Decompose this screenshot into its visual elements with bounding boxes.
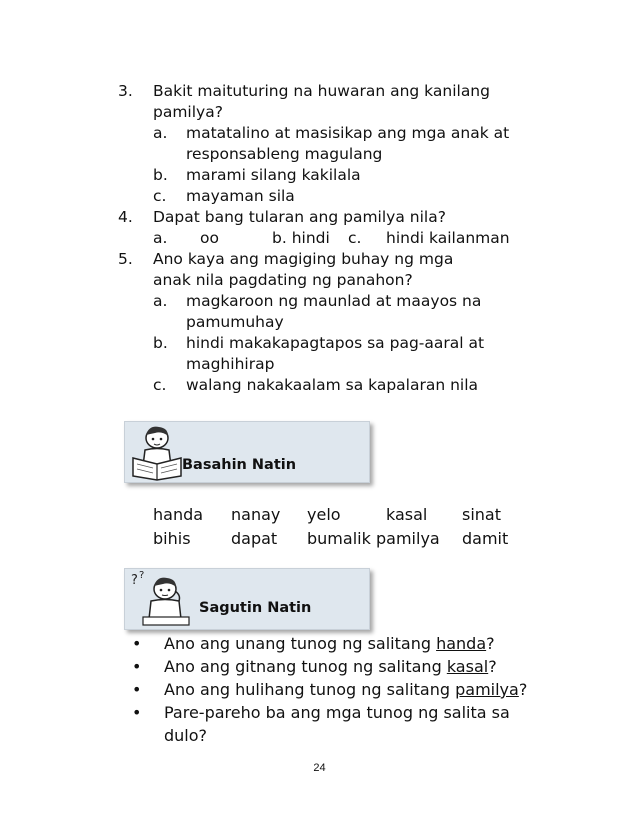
question-number: 5. bbox=[118, 250, 133, 268]
word-item: yelo bbox=[307, 505, 341, 524]
word-item: dapat bbox=[231, 529, 278, 548]
question-text: Bakit maituturing na huwaran ang kanilang bbox=[153, 82, 490, 100]
svg-text:?: ? bbox=[139, 570, 145, 581]
question-text: anak nila pagdating ng panahon? bbox=[153, 271, 413, 289]
option-label: a. bbox=[153, 124, 168, 142]
sagutin-natin-banner bbox=[124, 568, 370, 630]
word-item: handa bbox=[153, 505, 204, 524]
option-label: c. bbox=[348, 229, 362, 247]
bullet: • bbox=[132, 634, 142, 653]
option-text: b. hindi bbox=[272, 229, 330, 247]
basahin-natin-banner bbox=[124, 421, 370, 483]
word-item: pamilya bbox=[376, 529, 440, 548]
option-text: magkaroon ng maunlad at maayos na bbox=[186, 292, 482, 310]
word-item: bihis bbox=[153, 529, 191, 548]
word-item: bumalik bbox=[307, 529, 371, 548]
question-text: Ano kaya ang magiging buhay ng mga bbox=[153, 250, 454, 268]
bullet: • bbox=[132, 657, 142, 676]
option-text: matatalino at masisikap ang mga anak at bbox=[186, 124, 510, 142]
question-number: 3. bbox=[118, 82, 133, 100]
bullet: • bbox=[132, 680, 142, 699]
word-item: sinat bbox=[462, 505, 501, 524]
question-text: Dapat bang tularan ang pamilya nila? bbox=[153, 208, 446, 226]
boy-reading-icon bbox=[127, 422, 187, 482]
word-item: nanay bbox=[231, 505, 281, 524]
boy-thinking-icon bbox=[127, 569, 197, 629]
page-number: 24 bbox=[313, 762, 326, 774]
word-item: damit bbox=[462, 529, 509, 548]
option-text: walang nakakaalam sa kapalaran nila bbox=[186, 376, 479, 394]
option-text: marami silang kakilala bbox=[186, 166, 361, 184]
option-text: oo bbox=[200, 229, 219, 247]
svg-text:?: ? bbox=[131, 573, 138, 588]
question-text: pamilya? bbox=[153, 103, 223, 121]
option-label: b. bbox=[153, 166, 168, 184]
option-label: b. bbox=[153, 334, 168, 352]
option-text: hindi makakapagtapos sa pag-aaral at bbox=[186, 334, 485, 352]
section-title: Basahin Natin bbox=[182, 457, 297, 473]
option-label: a. bbox=[153, 292, 168, 310]
underlined-word: handa bbox=[436, 634, 487, 653]
bullet: • bbox=[132, 703, 142, 722]
option-label: c. bbox=[153, 376, 167, 394]
list-item-continuation: dulo? bbox=[164, 726, 208, 745]
option-text: maghihirap bbox=[186, 355, 275, 373]
underlined-word: pamilya bbox=[455, 680, 519, 699]
option-text: responsableng magulang bbox=[186, 145, 383, 163]
option-text: pamumuhay bbox=[186, 313, 284, 331]
option-text: hindi kailanman bbox=[386, 229, 510, 247]
option-label: c. bbox=[153, 187, 167, 205]
underlined-word: kasal bbox=[446, 657, 489, 676]
question-number: 4. bbox=[118, 208, 133, 226]
word-item: kasal bbox=[386, 505, 428, 524]
option-label: a. bbox=[153, 229, 168, 247]
option-text: mayaman sila bbox=[186, 187, 295, 205]
section-title: Sagutin Natin bbox=[199, 600, 312, 616]
